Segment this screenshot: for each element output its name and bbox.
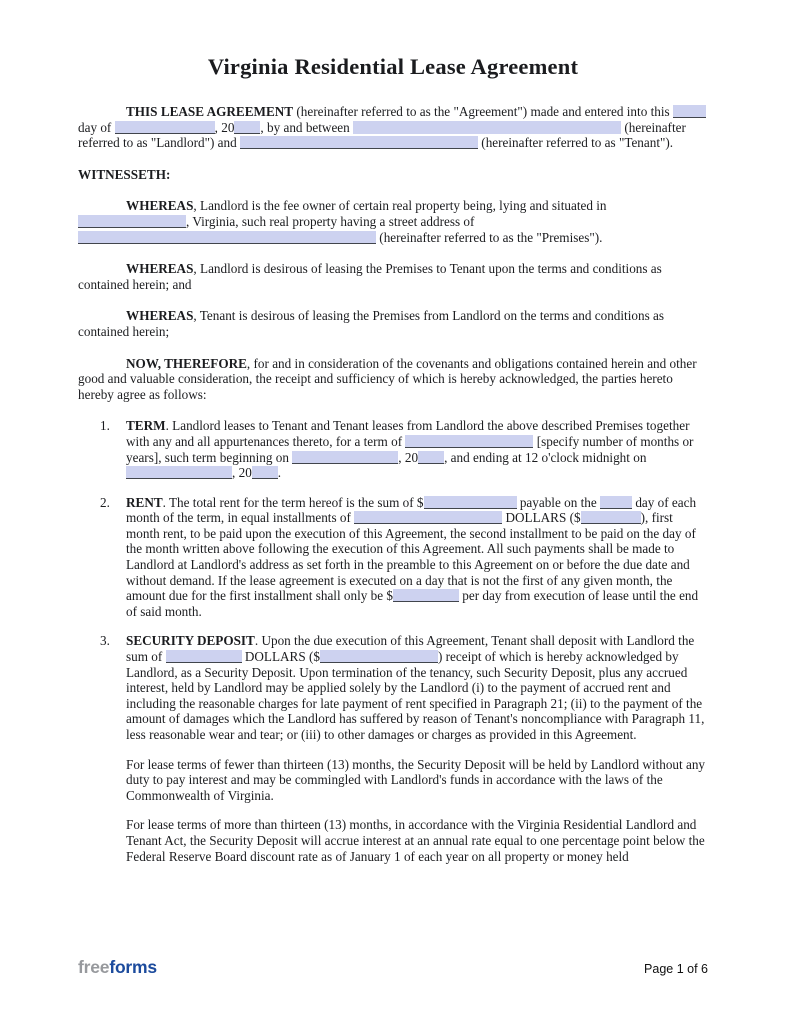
bold-run: SECURITY DEPOSIT bbox=[126, 633, 255, 649]
clause-rent-text bbox=[126, 495, 698, 619]
clause-number: 2. bbox=[100, 494, 110, 510]
whereas-tenant-paragraph bbox=[78, 308, 708, 339]
clause-security-deposit bbox=[100, 633, 708, 742]
clause-rent bbox=[100, 495, 708, 620]
landlord-name-field[interactable] bbox=[353, 121, 621, 134]
execution-day-field[interactable] bbox=[673, 105, 706, 118]
bold-run: WHEREAS bbox=[126, 198, 194, 214]
text-run: , and ending at 12 o'clock midnight on bbox=[444, 449, 647, 465]
deposit-words-field[interactable] bbox=[166, 650, 242, 663]
clause-term bbox=[100, 418, 708, 480]
witnesseth-heading: WITNESSETH: bbox=[78, 166, 171, 182]
rent-due-day-field[interactable] bbox=[600, 496, 632, 509]
clauses-list bbox=[100, 418, 708, 864]
logo-forms-text: forms bbox=[109, 957, 157, 978]
tenant-name-field[interactable] bbox=[240, 136, 478, 149]
bold-run: THIS LEASE AGREEMENT bbox=[126, 104, 294, 119]
text-run: DOLLARS ($ bbox=[241, 649, 320, 665]
clause-term-text bbox=[126, 418, 693, 480]
text-run: per day from execution of lease until the end of said month. bbox=[126, 588, 699, 619]
term-end-date-field[interactable] bbox=[126, 466, 232, 479]
deposit-long-term-paragraph: For lease terms of more than thirteen (13) months, in accordance with the Virginia Residential Landlord and Tenant Act, the Security Deposit will accrue interest at an annual rate equal to one percentage point below the Federal Reserve Board discount rate as of January 1 of each year on all property or money held bbox=[126, 817, 705, 864]
text-run: ) receipt of which is hereby acknowledged by Landlord, as a Security Deposit. Upon termination of the tenancy, such Security Deposit, plus any accrued interest, held by Landlord may be applied solely by the Landlord (i) to the payment of accrued rent and including the reasonable charges for late payment of rent specified in Paragraph 21; (ii) to the payment of the amount of damages which the Landlord has suffered by reason of Tenant's noncompliance with Paragraph 11, less reasonable wear and tear; or (iii) to other damages or charges as provided in this Agreement. bbox=[126, 649, 705, 742]
text-run: (hereinafter referred to as the "Agreement") made and entered into this bbox=[293, 104, 673, 119]
deposit-short-term-paragraph: For lease terms of fewer than thirteen (13) months, the Security Deposit will be held by Landlord without any duty to pay interest and may be commingled with Landlord's funds in accordance with the laws of the Commonwealth of Virginia. bbox=[126, 756, 706, 803]
clause-number: 1. bbox=[100, 418, 110, 434]
text-run: , 20 bbox=[214, 119, 235, 135]
term-end-year-field[interactable] bbox=[252, 466, 278, 479]
prorated-rent-field[interactable] bbox=[393, 589, 459, 602]
freeforms-logo bbox=[78, 957, 157, 978]
text-run: (hereinafter referred to as "Tenant"). bbox=[478, 135, 674, 151]
street-address-field[interactable] bbox=[78, 231, 376, 244]
whereas-landlord-paragraph bbox=[78, 261, 708, 292]
text-run: , Landlord is desirous of leasing the Premises to Tenant upon the terms and conditions as contained herein; and bbox=[78, 261, 662, 292]
text-run: day of each month of the term, in equal installments of bbox=[126, 494, 697, 526]
text-run: day of bbox=[78, 119, 115, 135]
bold-run: TERM bbox=[126, 418, 166, 434]
document-title: Virginia Residential Lease Agreement bbox=[207, 54, 579, 79]
total-rent-field[interactable] bbox=[424, 496, 517, 509]
text-run: , Landlord is the fee owner of certain real property being, lying and situated in bbox=[193, 198, 607, 214]
text-run: DOLLARS ($ bbox=[502, 510, 581, 526]
text-run: payable on the bbox=[516, 494, 601, 510]
deposit-amount-field[interactable] bbox=[320, 650, 438, 663]
text-run: , 20 bbox=[232, 465, 252, 481]
clause-security-deposit-text bbox=[126, 633, 704, 742]
bold-run: RENT bbox=[126, 494, 163, 510]
bold-run: NOW, THEREFORE bbox=[126, 355, 247, 371]
page-indicator: Page 1 of 6 bbox=[644, 962, 708, 977]
property-city-field[interactable] bbox=[78, 215, 186, 228]
installment-words-field[interactable] bbox=[354, 511, 502, 524]
intro-paragraph bbox=[78, 104, 708, 151]
text-run: . bbox=[277, 465, 282, 481]
text-run: , 20 bbox=[398, 449, 419, 465]
page-footer bbox=[78, 957, 708, 978]
bold-run: WHEREAS bbox=[126, 308, 194, 324]
text-run: ), first month rent, to be paid upon the execution of this Agreement, the second installment to be paid on the day of the month written above following the execution of this Agreement. All such payments shall be made to Landlord at Landlord's address as set forth in the preamble to this Agreement on or before the due date and without demand. If the lease agreement is executed on a day that is not the first of any given month, the amount due for the first installment shall only be $ bbox=[126, 510, 696, 604]
term-start-date-field[interactable] bbox=[292, 451, 398, 464]
text-run: (hereinafter referred to as the "Premises"). bbox=[376, 229, 603, 245]
text-run: . Landlord leases to Tenant and Tenant leases from Landlord the above described Premises together with any and all appurtenances thereto, for a term of bbox=[126, 418, 690, 449]
text-run: [specify number of months or years], such term beginning on bbox=[126, 433, 694, 465]
text-run: , Virginia, such real property having a street address of bbox=[186, 213, 475, 229]
whereas-owner-paragraph bbox=[78, 198, 708, 245]
installment-amount-field[interactable] bbox=[581, 511, 641, 524]
text-run: , Tenant is desirous of leasing the Premises from Landlord on the terms and conditions as contained herein; bbox=[78, 308, 664, 339]
now-therefore-paragraph bbox=[78, 356, 708, 403]
execution-year-field[interactable] bbox=[234, 121, 260, 134]
logo-free-text: free bbox=[78, 957, 110, 978]
text-run: . Upon the due execution of this Agreement, Tenant shall deposit with Landlord the sum of bbox=[126, 633, 695, 665]
term-start-year-field[interactable] bbox=[418, 451, 444, 464]
bold-run: WHEREAS bbox=[126, 261, 194, 277]
text-run: (hereinafter referred to as "Landlord") and bbox=[78, 119, 686, 151]
text-run: , by and between bbox=[260, 119, 354, 135]
text-run: . The total rent for the term hereof is the sum of $ bbox=[162, 494, 424, 510]
text-run: , for and in consideration of the covenants and obligations contained herein and other good and valuable consideration, the receipt and sufficiency of which is hereby acknowledged, the parties hereto hereby agree as follows: bbox=[78, 355, 697, 402]
execution-month-field[interactable] bbox=[115, 121, 215, 134]
term-length-field[interactable] bbox=[405, 435, 533, 448]
clause-number: 3. bbox=[100, 633, 110, 649]
